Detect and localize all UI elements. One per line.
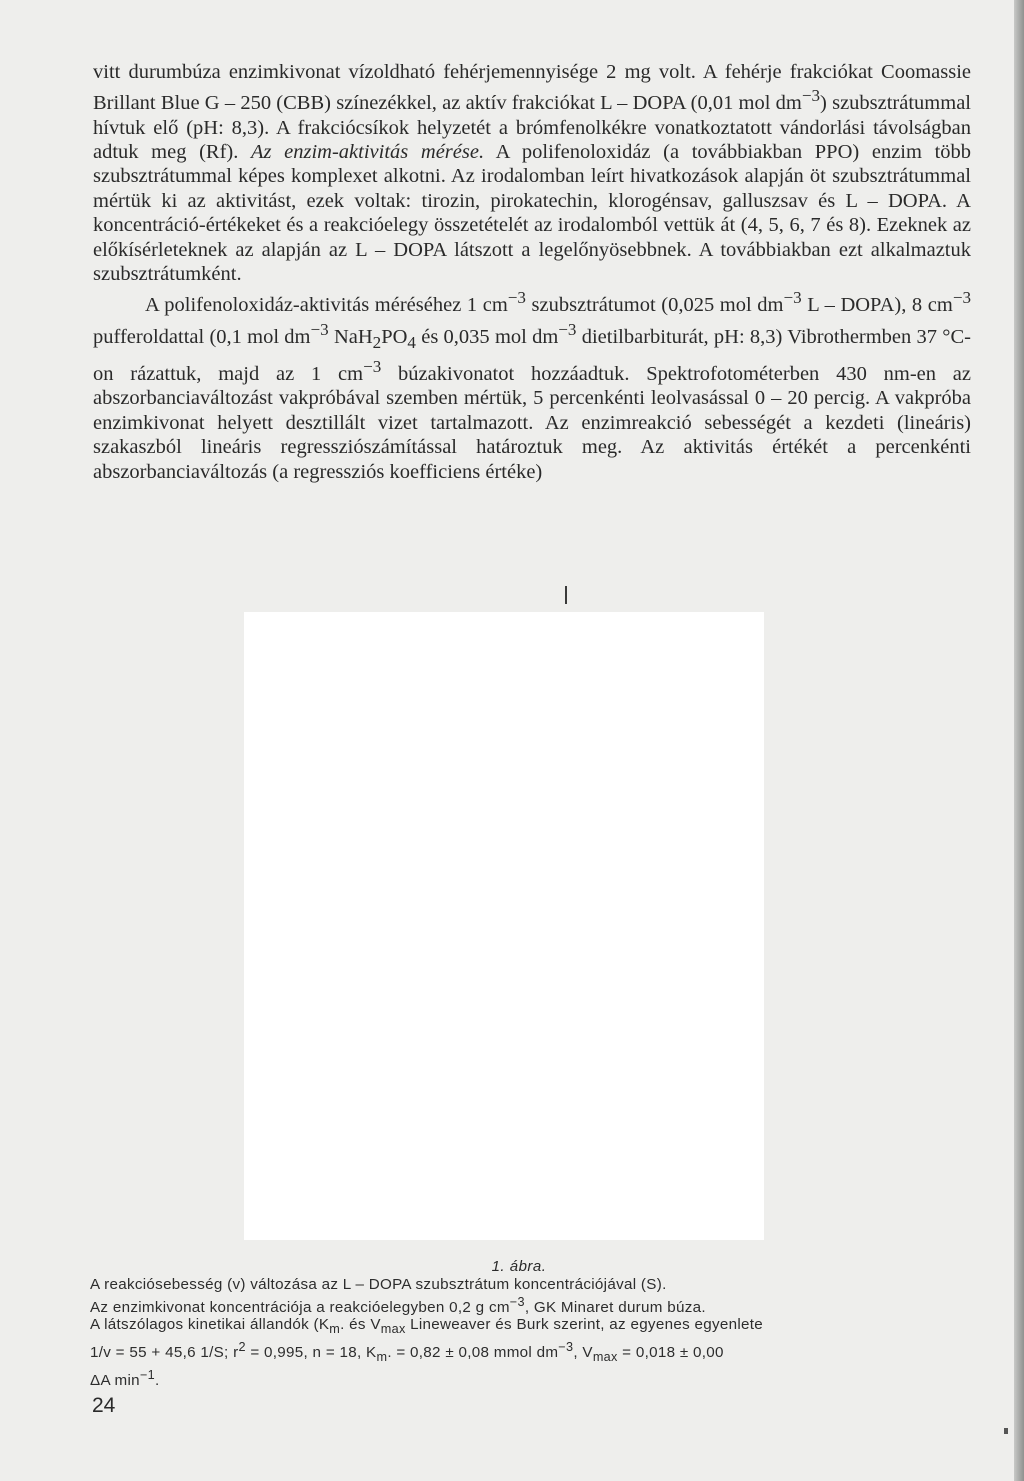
figure-placeholder <box>244 612 764 1240</box>
section-heading: Az enzim-aktivitás mérése. <box>251 141 485 164</box>
page-edge <box>1014 0 1024 1481</box>
caption-line-2: Az enzimkivonat koncentrációja a reakcióelegyben 0,2 g $cm^{-3}$, GK Minaret durum búza. <box>90 1294 706 1316</box>
scan-artifact <box>1004 1428 1008 1434</box>
paragraph-2: A polifenoloxidáz-aktivitás méréséhez 1 $cm^{-3}$ szubsztrátumot (0,025 mol $dm^{-3}$ L – DOPA), 8 $cm^{-3}$ pufferoldattal (0,1 mol $dm^{-3}$ $NaH_2PO_4$ és 0,035 mol $dm^{-3}$ dietilbarbiturát, pH: 8,3) Vibrothermben 37 °C-on rázattuk, majd az 1 $cm^{-3}$ búzakivonatot hozzáadtuk. Spektrofotométerben 430 nm-en az abszorbanciaváltozást vakpróbával szemben mértük, 5 percenkénti leolvasással 0 – 20 percig. A vakpróba enzimkivonat helyett desztillált vizet tartalmazott. Az enzimreakció sebességét a kezdeti (lineáris) szakaszból lineáris regressziószámítással határoztuk meg. Az aktivitás értékét a percenkénti abszorbanciaváltozás (a regressziós koefficiens értéke) <box>93 288 971 483</box>
print-mark <box>565 586 567 604</box>
body-text <box>93 60 971 484</box>
figure-label: 1. ábra. <box>491 1258 547 1275</box>
figure-caption <box>90 1276 970 1389</box>
caption-line-1: A reakciósebesség (v) változása az L – DOPA szubsztrátum koncentrációjával (S). <box>90 1276 667 1293</box>
caption-line-5: ΔA $\min^{-1}$. <box>90 1367 160 1389</box>
page-number: 24 <box>92 1394 116 1417</box>
caption-line-3: A látszólagos kinetikai állandók ($K_m$. és $V_{max}$ Lineweaver és Burk szerint, az egyenes egyenlete <box>90 1316 764 1337</box>
caption-line-4: 1/v = 55 + 45,6 1/S; $r^2 = 0,995$, n = 18, $K_m$. = 0,82 ± 0,08 mmol $dm^{-3}$, $V_{max} = 0,018 \pm 0,00$ <box>90 1339 724 1364</box>
paragraph-1: vitt durumbúza enzimkivonat vízoldható fehérjemennyisége 2 mg volt. A fehérje frakciókat Coomassie Brillant Blue G – 250 (CBB) színezékkel, az aktív frakciókat L – DOPA (0,01 mol $dm^{-3}$) szubsztrátummal hívtuk elő (pH: 8,3). A frakciócsíkok helyzetét a brómfenolkékre vonatkoztatott vándorlási távolságban adtuk meg (Rf). Az enzim-aktivitás mérése. A polifenoloxidáz (a továbbiakban PPO) enzim több szubsztrátummal képes komplexet alkotni. Az irodalomban leírt hivatkozások alapján öt szubsztrátummal mértük ki az aktivitást, ezek voltak: tirozin, pirokatechin, klorogénsav, galluszsav és L – DOPA. A koncentráció-értékeket és a reakcióelegy összetételét az irodalomból vettük át (4, 5, 6, 7 és 8). Ezeknek az előkísérleteknek az alapján az L – DOPA látszott a legelőnyösebbnek. A továbbiakban ezt alkalmaztuk szubsztrátumként. <box>93 61 972 286</box>
